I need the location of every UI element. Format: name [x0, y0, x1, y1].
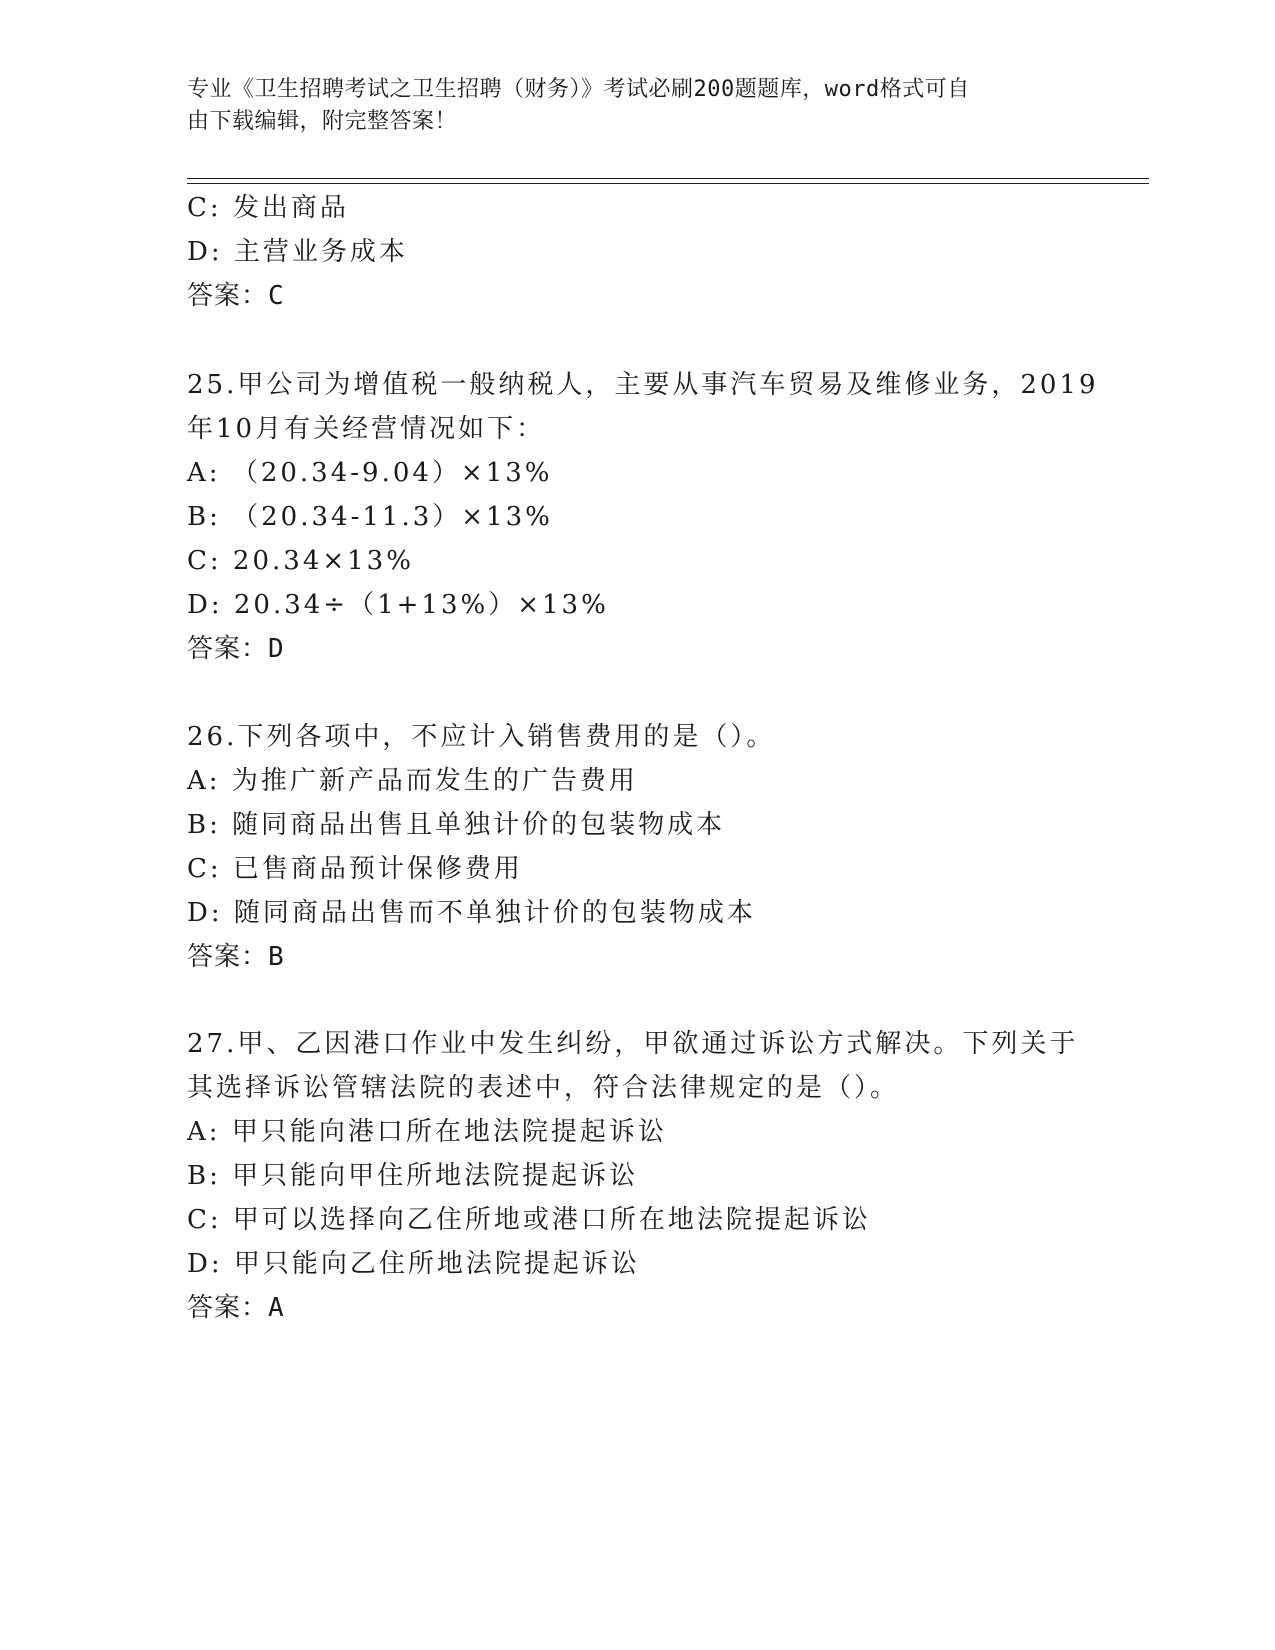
- option-label: D:: [187, 898, 223, 928]
- option-text: 为推广新产品而发生的广告费用: [231, 766, 638, 796]
- answer-value: B: [268, 942, 285, 972]
- option-label: D:: [187, 590, 223, 620]
- option-label: B:: [187, 502, 221, 532]
- question-26-option-d: [187, 893, 756, 933]
- answer-value: C: [268, 281, 285, 311]
- option-text: 甲可以选择向乙住所地或港口所在地法院提起诉讼: [232, 1205, 871, 1235]
- answer-label: 答案：: [187, 942, 269, 972]
- option-label: C:: [187, 546, 222, 576]
- option-label: A:: [187, 458, 221, 488]
- option-text: （20.34-11.3）×13%: [232, 502, 553, 532]
- header-rule-bottom: [187, 183, 1149, 184]
- option-label: D:: [187, 237, 223, 267]
- question-26-option-b: [187, 805, 725, 845]
- option-d: [187, 232, 408, 272]
- header-rule-top: [187, 178, 1149, 179]
- option-text: 主营业务成本: [233, 237, 408, 267]
- question-26-option-c: [187, 849, 523, 889]
- answer-label: 答案：: [187, 634, 269, 664]
- option-label: B:: [187, 1161, 221, 1191]
- option-label: A:: [187, 1117, 221, 1147]
- question-26-stem-line-1: 26.下列各项中，不应计入销售费用的是（）。: [187, 722, 776, 752]
- question-27-stem-line-1: 27.甲、乙因港口作业中发生纠纷，甲欲通过诉讼方式解决。下列关于: [187, 1029, 1079, 1059]
- answer-label: 答案：: [187, 1293, 269, 1323]
- option-text: 发出商品: [232, 193, 349, 223]
- option-text: 已售商品预计保修费用: [232, 854, 523, 884]
- option-text: 随同商品出售且单独计价的包装物成本: [232, 810, 726, 840]
- answer-label: 答案：: [187, 281, 269, 311]
- header-line-1: 专业《卫生招聘考试之卫生招聘（财务）》考试必刷200题题库，word格式可自: [187, 77, 970, 102]
- question-27-option-a: [187, 1112, 667, 1152]
- option-label: A:: [187, 766, 221, 796]
- option-text: （20.34-9.04）×13%: [231, 458, 553, 488]
- question-25-answer: [187, 629, 285, 669]
- question-25-stem-line-1: 25.甲公司为增值税一般纳税人，主要从事汽车贸易及维修业务，2019: [187, 370, 1099, 400]
- question-27-option-d: [187, 1244, 640, 1284]
- option-text: 甲只能向乙住所地法院提起诉讼: [233, 1249, 640, 1279]
- option-text: 甲只能向甲住所地法院提起诉讼: [232, 1161, 639, 1191]
- option-label: C:: [187, 854, 222, 884]
- question-25-option-d: [187, 585, 609, 625]
- document-header: [187, 74, 1067, 138]
- question-26-option-a: [187, 761, 638, 801]
- question-27-stem-line-2: 其选择诉讼管辖法院的表述中，符合法律规定的是（）。: [187, 1073, 900, 1103]
- option-label: B:: [187, 810, 221, 840]
- question-25-option-a: [187, 453, 553, 493]
- question-25-option-c: [187, 541, 414, 581]
- option-text: 随同商品出售而不单独计价的包装物成本: [233, 898, 756, 928]
- option-label: C:: [187, 1205, 222, 1235]
- option-text: 20.34×13%: [232, 546, 414, 576]
- question-25-stem-line-2: 年10月有关经营情况如下：: [187, 414, 546, 444]
- question-27-option-c: [187, 1200, 871, 1240]
- option-c: [187, 188, 349, 228]
- option-text: 20.34÷（1+13%）×13%: [233, 590, 609, 620]
- question-26-answer: [187, 937, 285, 977]
- option-label: C:: [187, 193, 222, 223]
- header-line-2: 由下载编辑，附完整答案！: [187, 109, 458, 134]
- question-27-option-b: [187, 1156, 638, 1196]
- answer-value: A: [268, 1293, 285, 1323]
- question-25-option-b: [187, 497, 553, 537]
- question-27-answer: [187, 1288, 285, 1328]
- option-text: 甲只能向港口所在地法院提起诉讼: [231, 1117, 667, 1147]
- answer-value: D: [268, 634, 285, 664]
- option-label: D:: [187, 1249, 223, 1279]
- answer-line: [187, 276, 285, 316]
